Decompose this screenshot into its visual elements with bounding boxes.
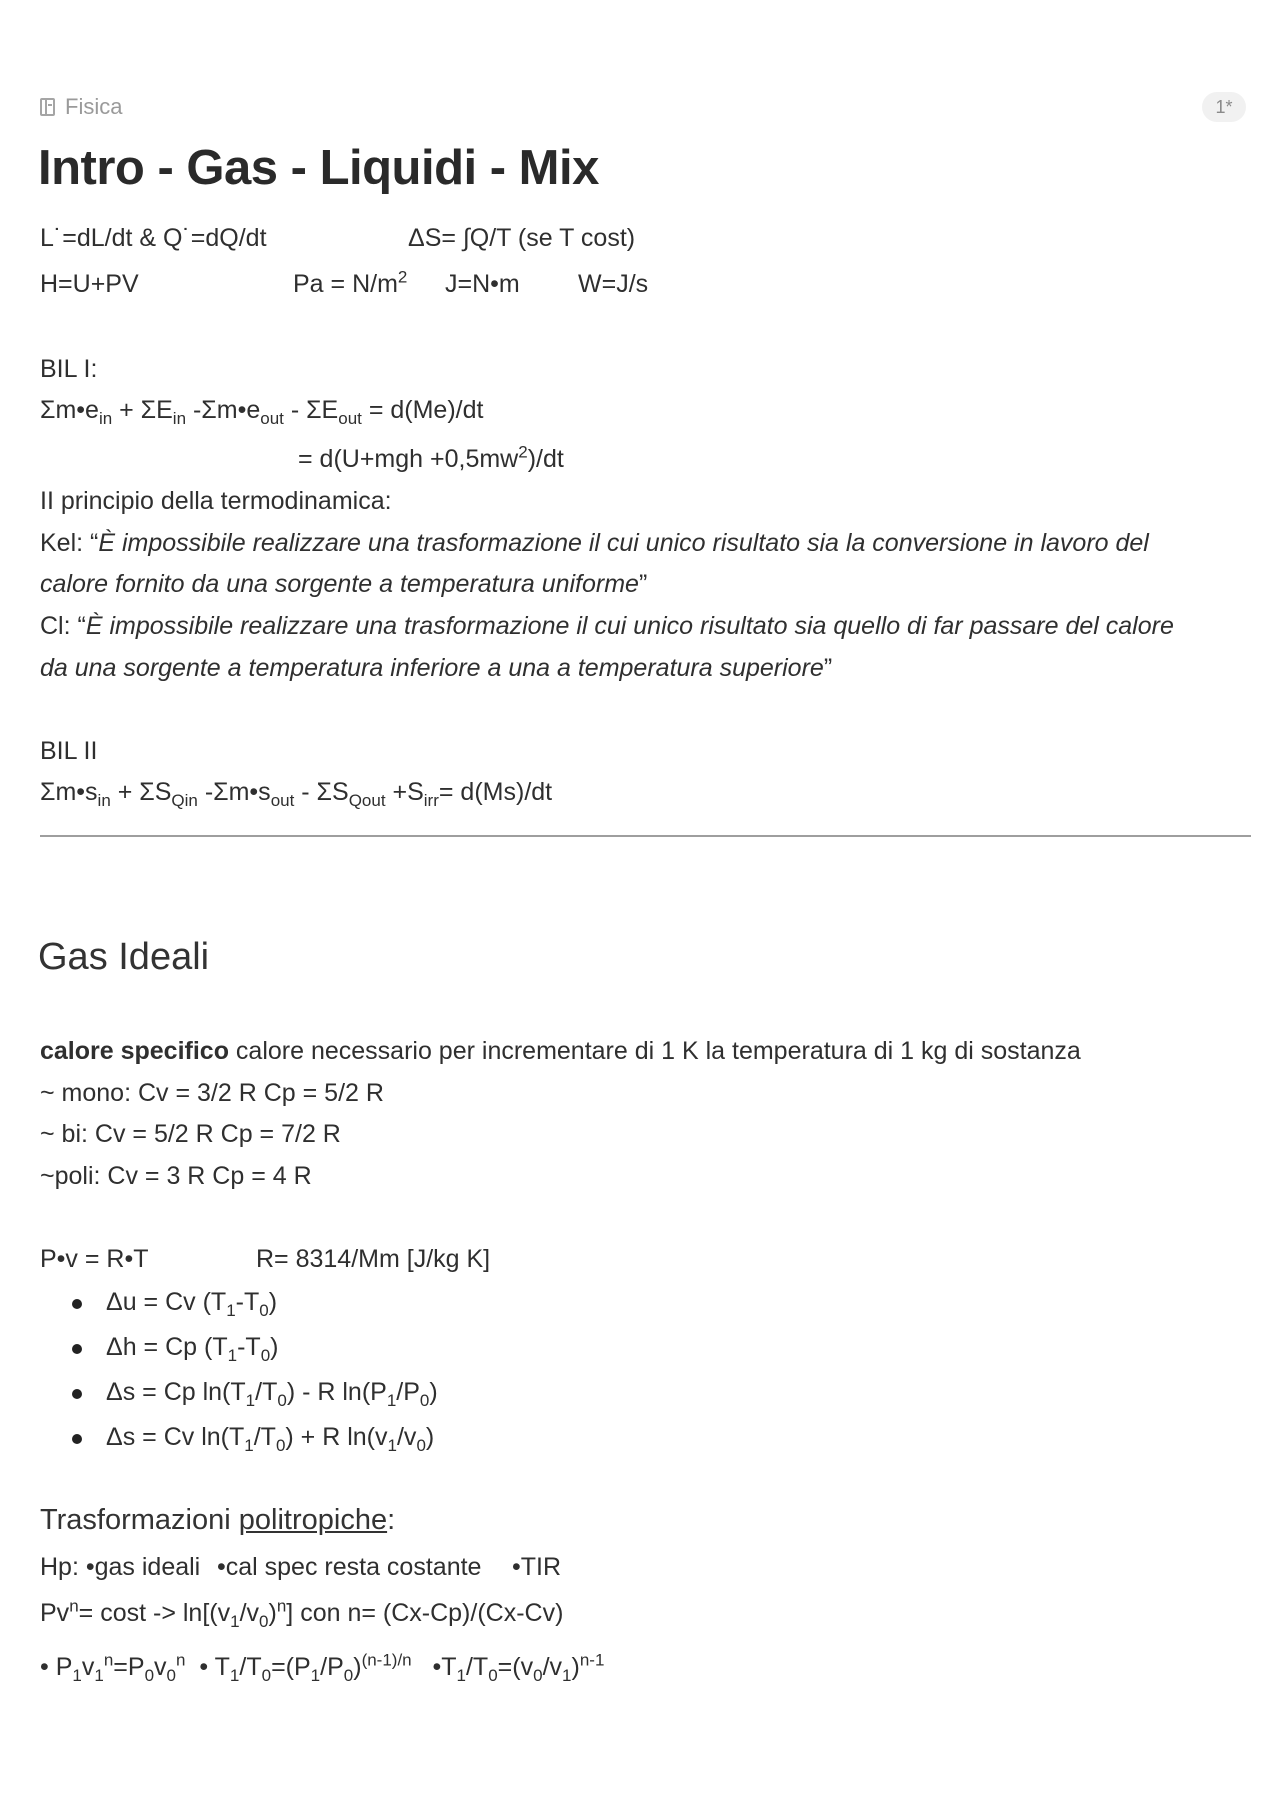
- breadcrumb[interactable]: [40, 94, 122, 120]
- intro-row-1: [40, 222, 636, 254]
- bil2-equation: $\Sigma m•s_{in} + \Sigma S_{Qin}$ $-\Sigma m•s_{out} - \Sigma S_{Qout} +S_{irr}= d(Ms)/dt$: [40, 778, 553, 810]
- section-heading-gas: Gas Ideali: [38, 936, 210, 978]
- section-heading-polytropic: Trasformazioni politropiche:: [40, 1504, 396, 1536]
- bil1-equation: $\Sigma m•e_{in} + \Sigma E_{in}$ $-\Sigma m•e_{out} - \Sigma E_{out} = d(Me)/dt$: [40, 396, 484, 428]
- bullet-dot: [72, 1299, 82, 1309]
- bi-heat: ~ bi: Cv = 5/2 R Cp = 7/2 R: [40, 1120, 341, 1148]
- delta-s-cv: Δs = Cv $\ln(T_1/T_0) + R$ $\ln(v_1/v_0)$: [106, 1423, 435, 1455]
- enthalpy-def: H=U+PV: [40, 270, 139, 298]
- bil2-heading: BIL II: [40, 737, 98, 765]
- breadcrumb-label: Fisica: [65, 94, 123, 119]
- bil1-heading: BIL I:: [40, 355, 98, 383]
- delta-u: Δu = Cv $(T_1-T_0)$: [106, 1288, 278, 1320]
- polytropic-law: $Pv^n= \cos t -> \ln[(v_1/v_0)^n]$ con n= (Cx-Cp)/(Cx-Cv): [40, 1596, 564, 1631]
- bil1-equation-cont: = $d(U+mgh +0,5mw^2)/dt$: [298, 442, 564, 473]
- delta-h: Δh = Cp $(T_1-T_0)$: [106, 1333, 279, 1365]
- watt-unit: W=J/s: [578, 270, 649, 298]
- hypotheses-row: Hp: •gas ideali •cal spec resta costante •TIR: [40, 1553, 562, 1581]
- joule-unit: J=N•m: [445, 270, 520, 298]
- pascal-unit: $Pa = N/m^2$: [293, 267, 408, 298]
- clausius-statement-1: Cl: “È impossibile realizzare una trasformazione il cui unico risultato sia quello di far passare del calore: [40, 612, 1174, 640]
- page-badge[interactable]: 1*: [1202, 92, 1246, 122]
- poli-heat: ~poli: Cv = 3 R Cp = 4 R: [40, 1162, 312, 1190]
- polytropic-relations: • $P_1v_1^n=P_0v_0^n$ • $T_1/T_0=(P_1/P_0)^{(n-1)/n}$ $•T_1/T_0=(v_0/v_1)^{n-1}$: [40, 1650, 605, 1685]
- bullet-dot: [72, 1434, 82, 1444]
- clausius-statement-2: da una sorgente a temperatura inferiore a una a temperatura superiore”: [40, 654, 833, 682]
- intro-row-2: [40, 267, 649, 300]
- principle-heading: II principio della termodinamica:: [40, 487, 392, 515]
- mono-heat: ~ mono: Cv = 3/2 R Cp = 5/2 R: [40, 1079, 384, 1107]
- book-icon: [40, 98, 55, 116]
- state-equation: P•v = R•T: [40, 1245, 149, 1273]
- divider: [40, 835, 1251, 837]
- power-heat-rate: L˙=dL/dt & Q˙=dQ/dt: [40, 224, 267, 252]
- state-equation-row: [40, 1243, 491, 1275]
- entropy-def: ΔS= ∫Q/T (se T cost): [408, 224, 636, 252]
- bullet-dot: [72, 1344, 82, 1354]
- bullet-dot: [72, 1389, 82, 1399]
- page-title: Intro - Gas - Liquidi - Mix: [38, 141, 599, 195]
- specific-heat-def: calore specifico calore necessario per incrementare di 1 K la temperatura di 1 kg di sostanza: [40, 1037, 1081, 1065]
- gas-constant: R= 8314/Mm [J/kg K]: [256, 1245, 491, 1273]
- delta-s-cp: Δs = Cp $\ln(T_1/T_0)$ - R $\ln(P_1/P_0)$: [106, 1378, 438, 1410]
- kelvin-statement-1: Kel: “È impossibile realizzare una trasformazione il cui unico risultato sia la conversione in lavoro del: [40, 529, 1149, 557]
- kelvin-statement-2: calore fornito da una sorgente a temperatura uniforme”: [40, 570, 648, 598]
